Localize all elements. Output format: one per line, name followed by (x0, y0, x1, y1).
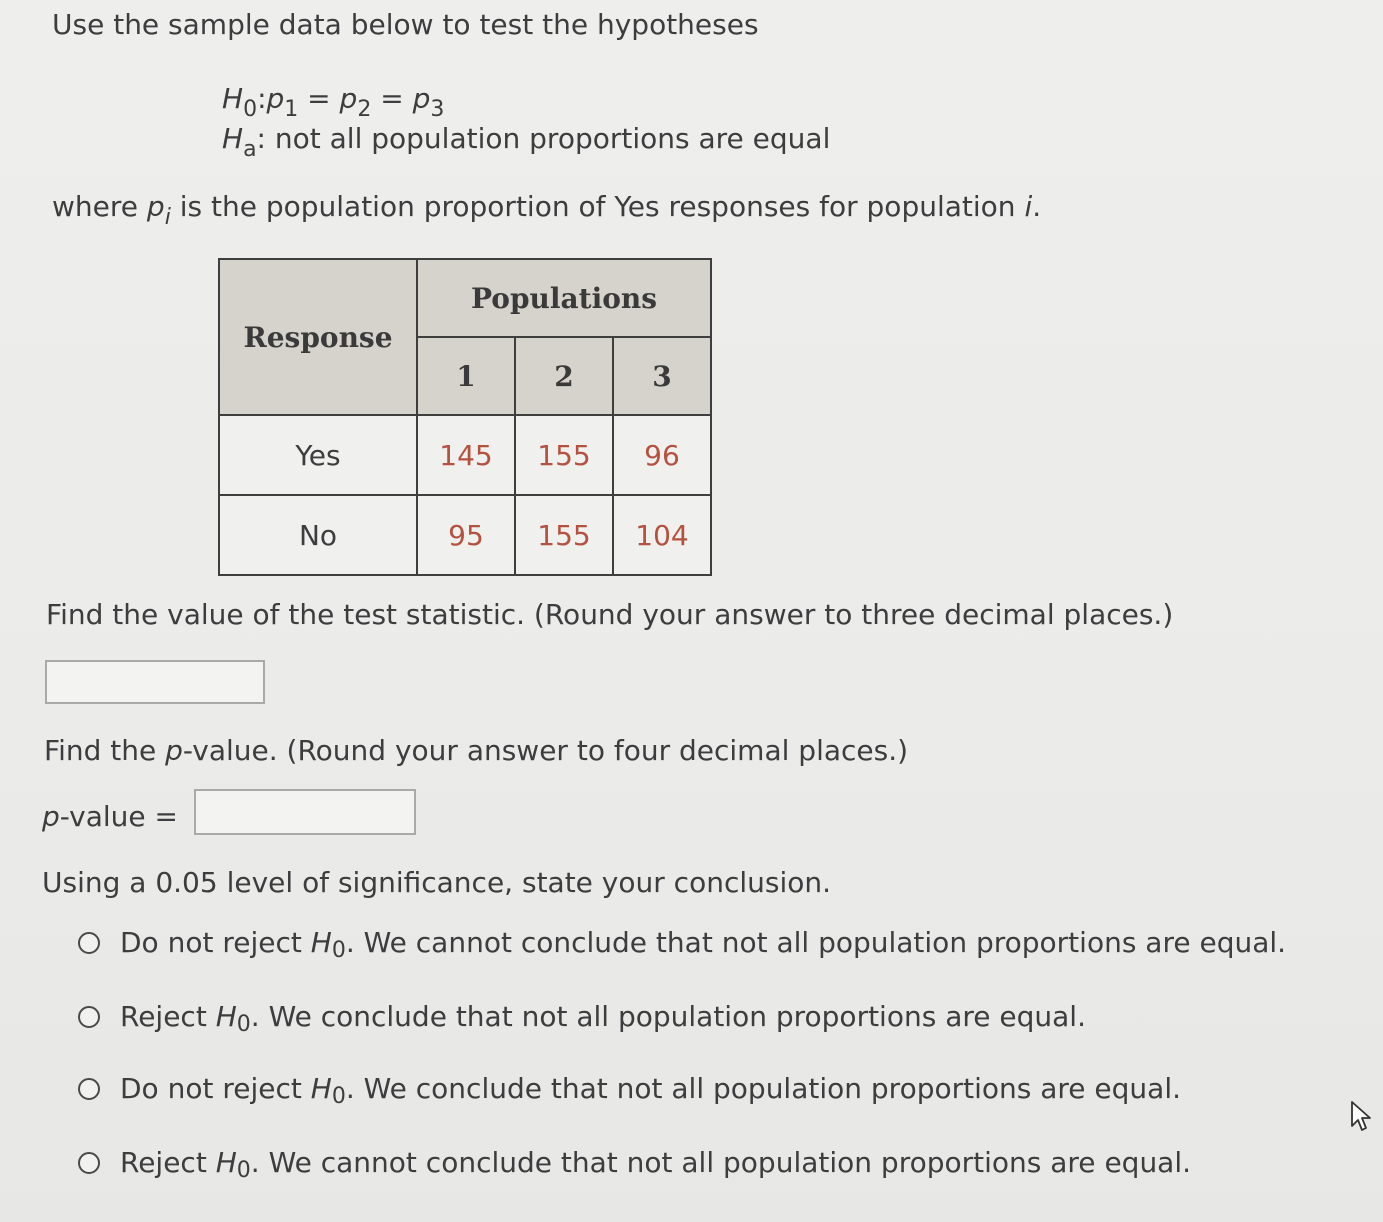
option-3-post: . We conclude that not all population proportions are equal. (345, 1072, 1182, 1105)
option-3-pre: Do not reject (120, 1072, 311, 1105)
p2-symbol: p (339, 82, 358, 115)
where-p: p (146, 190, 165, 223)
p1-subscript: 1 (284, 97, 299, 122)
test-statistic-input[interactable] (45, 660, 265, 704)
pvalue-input[interactable] (194, 789, 416, 835)
option-3-sub: 0 (331, 1084, 346, 1109)
data-table (218, 258, 712, 576)
where-pre: where (52, 190, 147, 223)
pvalue-label (42, 800, 187, 834)
p2-subscript: 2 (357, 97, 372, 122)
row-label-no: No (219, 495, 417, 575)
option-1-pre: Do not reject (120, 926, 311, 959)
mouse-cursor-icon (1350, 1100, 1372, 1134)
conclusion-option-1[interactable] (78, 926, 1287, 963)
radio-button[interactable] (78, 932, 100, 954)
populations-header: Populations (417, 259, 711, 337)
population-2-header: 2 (515, 337, 613, 415)
response-header: Response (219, 259, 417, 415)
where-sub: i (164, 205, 171, 230)
cell-no-2: 155 (515, 495, 613, 575)
p3-symbol: p (412, 82, 431, 115)
h0-symbol: H (222, 82, 244, 115)
option-1-sub: 0 (331, 938, 346, 963)
pvalue-label-p: p (42, 800, 60, 833)
conclusion-question: Using a 0.05 level of significance, state your conclusion. (42, 866, 832, 899)
eq-2: = (371, 82, 413, 115)
option-4-sub: 0 (236, 1158, 251, 1183)
option-2-h: H (215, 1000, 237, 1033)
radio-button[interactable] (78, 1006, 100, 1028)
ha-text: : not all population proportions are equal (256, 122, 831, 155)
cell-no-1: 95 (417, 495, 515, 575)
ha-symbol: H (222, 122, 244, 155)
p3-subscript: 3 (430, 97, 445, 122)
option-2-post: . We conclude that not all population proportions are equal. (250, 1000, 1086, 1033)
radio-button[interactable] (78, 1152, 100, 1174)
cell-yes-3: 96 (613, 415, 711, 495)
where-post: is the population proportion of Yes responses for population (170, 190, 1025, 223)
option-3-h: H (310, 1072, 332, 1105)
where-end: . (1032, 190, 1042, 223)
option-1-h: H (310, 926, 332, 959)
table-row-yes (219, 415, 711, 495)
cell-yes-1: 145 (417, 415, 515, 495)
intro-text: Use the sample data below to test the hypotheses (52, 8, 759, 41)
population-1-header: 1 (417, 337, 515, 415)
where-text (52, 190, 1042, 230)
p1-symbol: p (266, 82, 285, 115)
conclusion-option-3[interactable] (78, 1072, 1182, 1109)
option-2-sub: 0 (236, 1012, 251, 1037)
h0-subscript: 0 (243, 97, 258, 122)
option-1-post: . We cannot conclude that not all population proportions are equal. (345, 926, 1287, 959)
ha-subscript: a (243, 137, 257, 162)
table-row-no (219, 495, 711, 575)
pvalue-question (44, 734, 908, 768)
conclusion-option-2[interactable] (78, 1000, 1086, 1037)
pvalue-label-post: -value = (59, 800, 187, 833)
population-3-header: 3 (613, 337, 711, 415)
pvalue-question-post: -value. (Round your answer to four decimal places.) (182, 734, 909, 767)
test-statistic-question: Find the value of the test statistic. (Round your answer to three decimal places.) (46, 598, 1174, 631)
conclusion-option-4[interactable] (78, 1146, 1192, 1183)
h0-colon: : (257, 82, 267, 115)
pvalue-question-pre: Find the (44, 734, 166, 767)
where-i: i (1024, 190, 1033, 223)
cell-yes-2: 155 (515, 415, 613, 495)
row-label-yes: Yes (219, 415, 417, 495)
alternative-hypothesis (222, 122, 831, 162)
radio-button[interactable] (78, 1078, 100, 1100)
cell-no-3: 104 (613, 495, 711, 575)
option-4-h: H (215, 1146, 237, 1179)
eq-1: = (298, 82, 340, 115)
option-2-pre: Reject (120, 1000, 216, 1033)
option-4-post: . We cannot conclude that not all population proportions are equal. (250, 1146, 1192, 1179)
option-4-pre: Reject (120, 1146, 216, 1179)
pvalue-question-p: p (165, 734, 183, 767)
null-hypothesis (222, 82, 445, 122)
